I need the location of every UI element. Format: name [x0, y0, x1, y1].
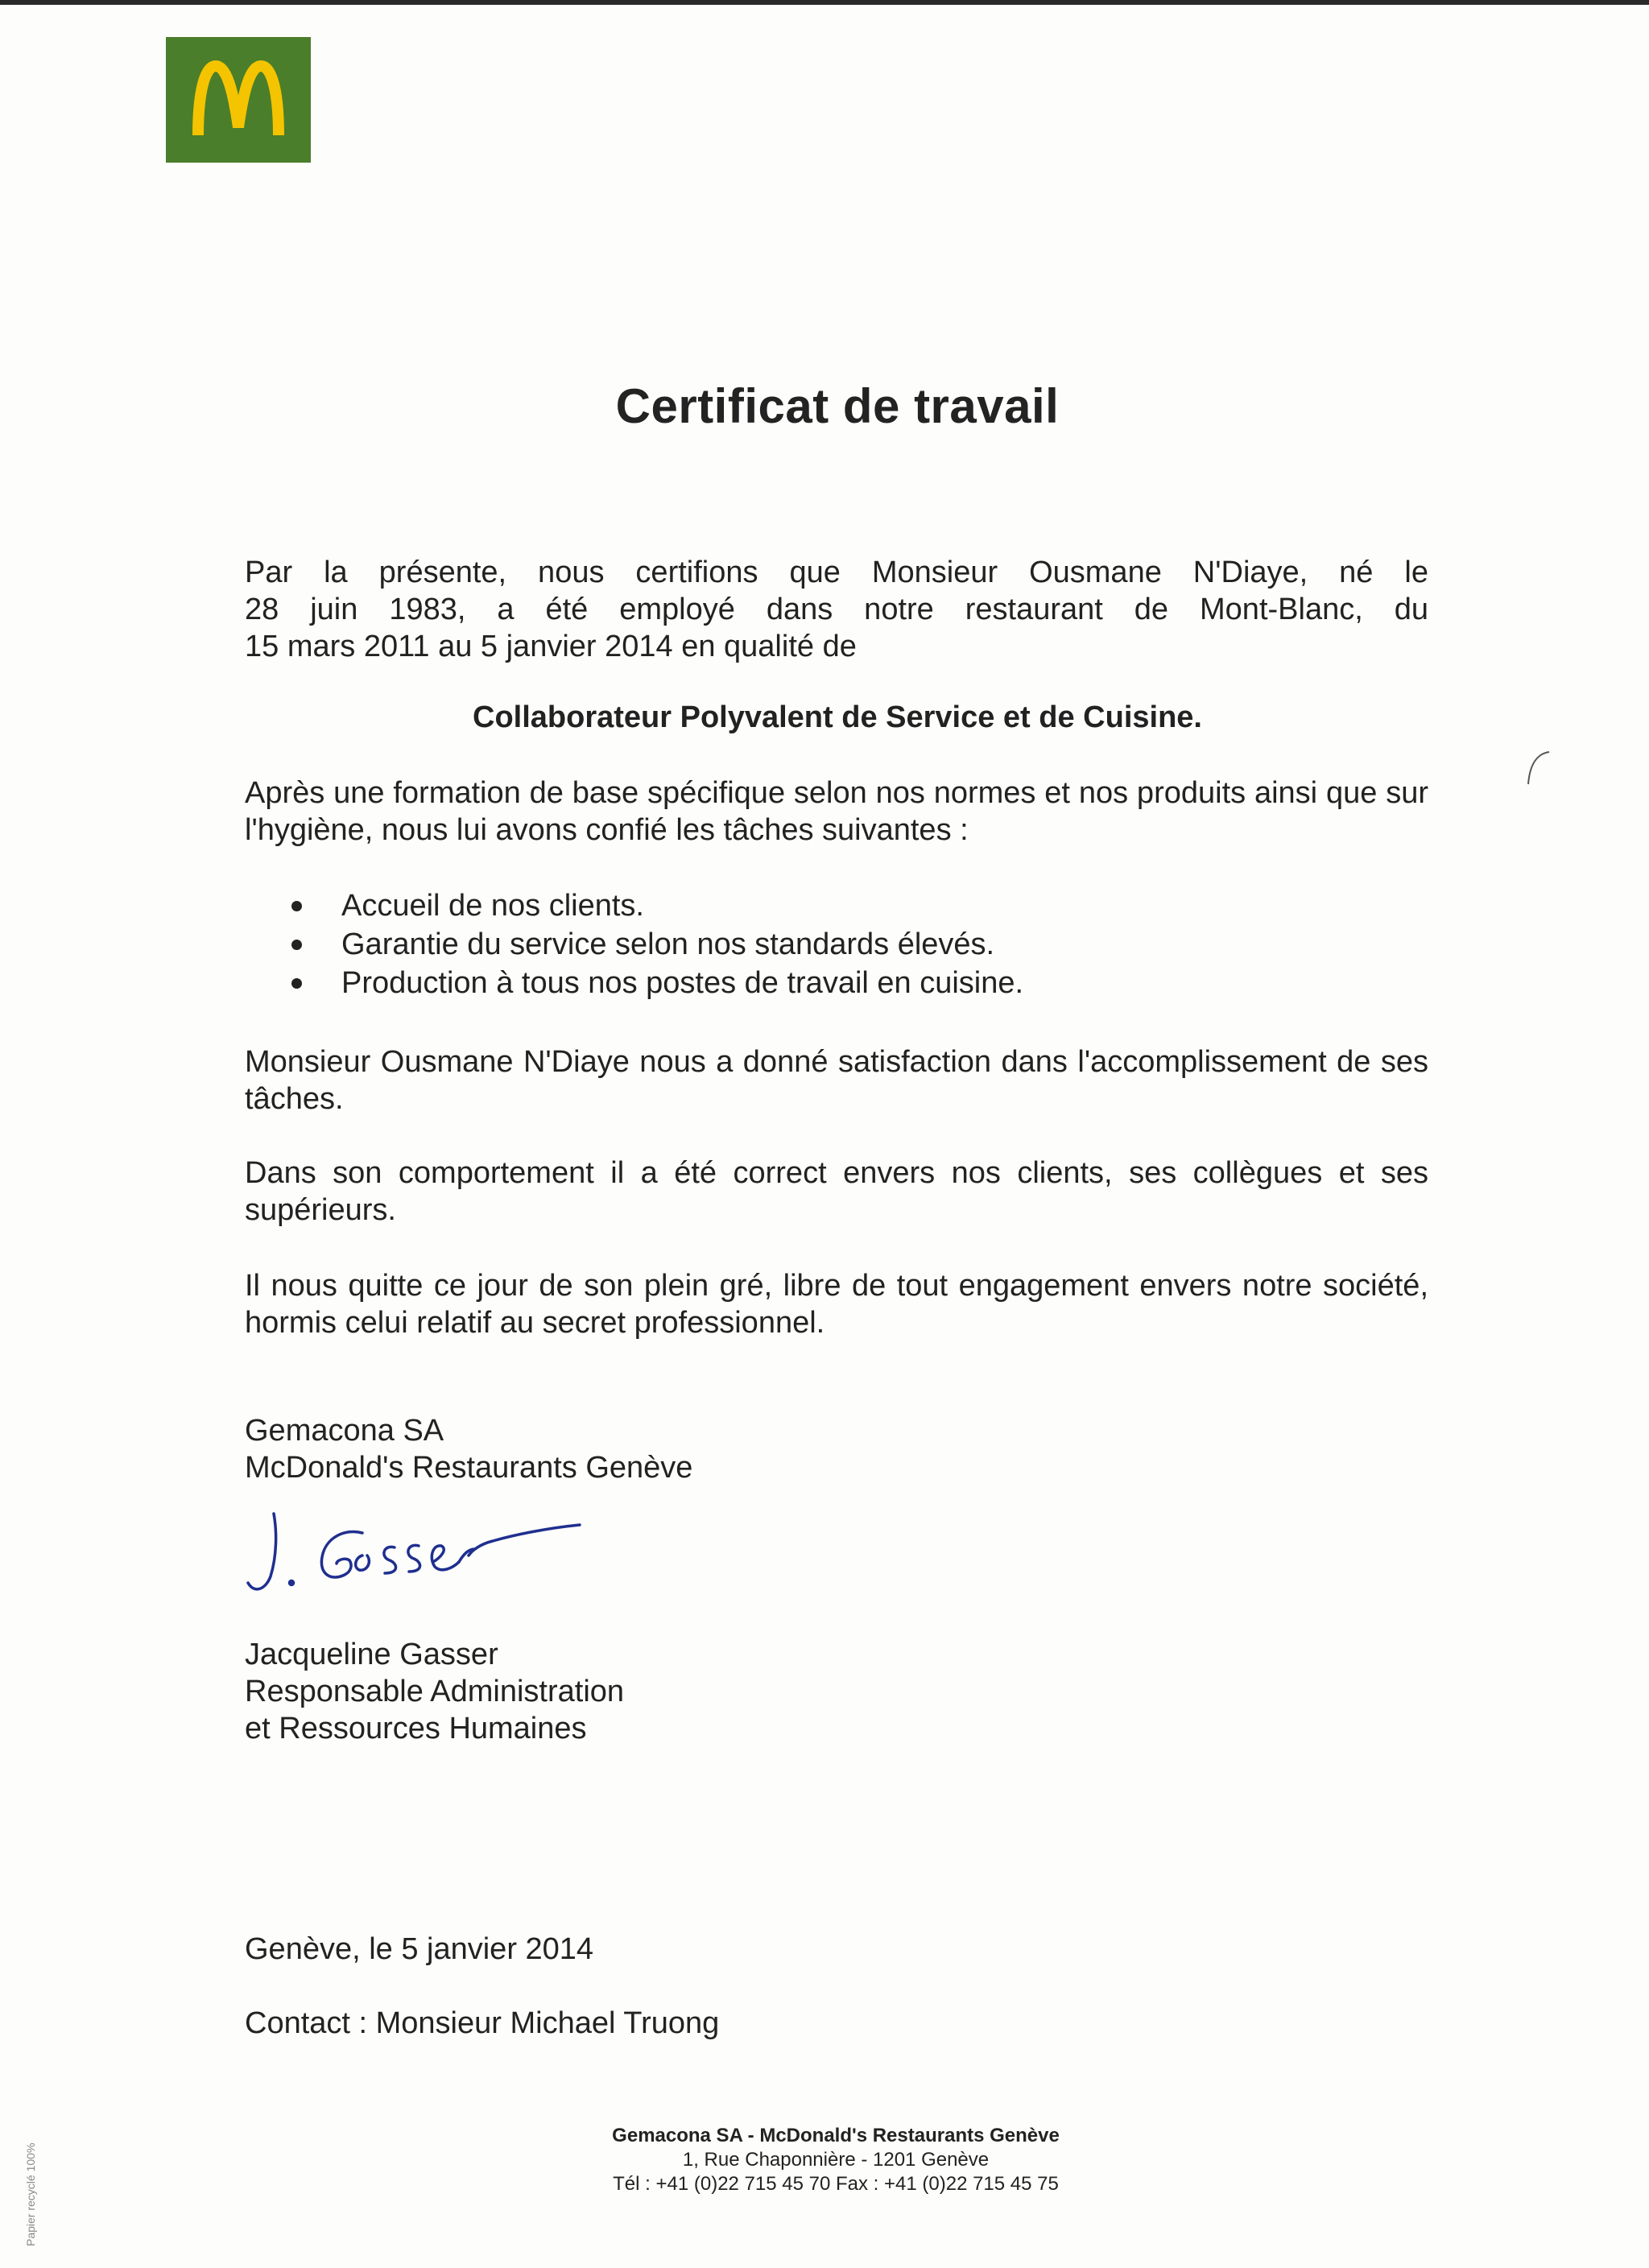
- list-item: [291, 925, 1023, 964]
- company-name: Gemacona SA: [245, 1414, 444, 1448]
- behavior-paragraph: Dans son comportement il a été correct envers nos clients, ses collègues et ses supérieurs.: [245, 1156, 1428, 1227]
- footer-address: 1, Rue Chaponnière - 1201 Genève: [682, 2149, 990, 2171]
- pen-mark-icon: [1522, 749, 1554, 789]
- list-item: [291, 964, 1023, 1002]
- intro-line-1: Par la présente, nous certifions que Monsieur Ousmane N'Diaye, né le: [245, 556, 1428, 589]
- footer-company: Gemacona SA - McDonald's Restaurants Genève: [612, 2125, 1060, 2146]
- signatory-title-2: et Ressources Humaines: [245, 1712, 587, 1745]
- satisfaction-paragraph: Monsieur Ousmane N'Diaye nous a donné satisfaction dans l'accomplissement de ses tâches.: [245, 1045, 1428, 1116]
- departure-paragraph: Il nous quitte ce jour de son plein gré, libre de tout engagement envers notre société, hormis celui relatif au secret professionnel.: [245, 1269, 1428, 1340]
- training-paragraph: Après une formation de base spécifique selon nos normes et nos produits ainsi que sur l'hygiène, nous lui avons confié les tâches suivantes :: [245, 776, 1428, 847]
- task-text: Production à tous nos postes de travail en cuisine.: [341, 966, 1024, 1000]
- signatory-title-1: Responsable Administration: [245, 1675, 625, 1708]
- signatory-block: [245, 1636, 624, 1747]
- list-item: [291, 886, 1023, 925]
- intro-line-2: 28 juin 1983, a été employé dans notre restaurant de Mont-Blanc, du: [245, 593, 1428, 626]
- bullet-icon: [291, 940, 302, 950]
- bullet-icon: [291, 978, 302, 989]
- task-text: Accueil de nos clients.: [341, 889, 644, 923]
- task-list: [291, 886, 1023, 1002]
- task-text: Garantie du service selon nos standards élevés.: [341, 927, 995, 961]
- mcdonalds-arches-logo-icon: [166, 37, 311, 163]
- letterhead-footer: [0, 2124, 1649, 2196]
- signatory-name: Jacqueline Gasser: [245, 1638, 498, 1671]
- intro-line-3: 15 mars 2011 au 5 janvier 2014 en qualité de: [245, 630, 857, 663]
- intro-paragraph: [245, 554, 1428, 665]
- scan-top-edge: [0, 0, 1649, 5]
- place-date: Genève, le 5 janvier 2014: [245, 1932, 594, 1966]
- footer-phone: Tél : +41 (0)22 715 45 70 Fax : +41 (0)22 715 45 75: [613, 2173, 1059, 2195]
- company-block: [245, 1412, 692, 1486]
- bullet-icon: [291, 901, 302, 911]
- contact-line: Contact : Monsieur Michael Truong: [245, 2006, 720, 2040]
- document-title: Certificat de travail: [615, 379, 1060, 433]
- handwritten-signature: [242, 1499, 588, 1604]
- job-role: Collaborateur Polyvalent de Service et de Cuisine.: [473, 700, 1202, 734]
- company-division: McDonald's Restaurants Genève: [245, 1451, 693, 1485]
- recycled-paper-note: Papier recyclé 100%: [24, 2142, 37, 2246]
